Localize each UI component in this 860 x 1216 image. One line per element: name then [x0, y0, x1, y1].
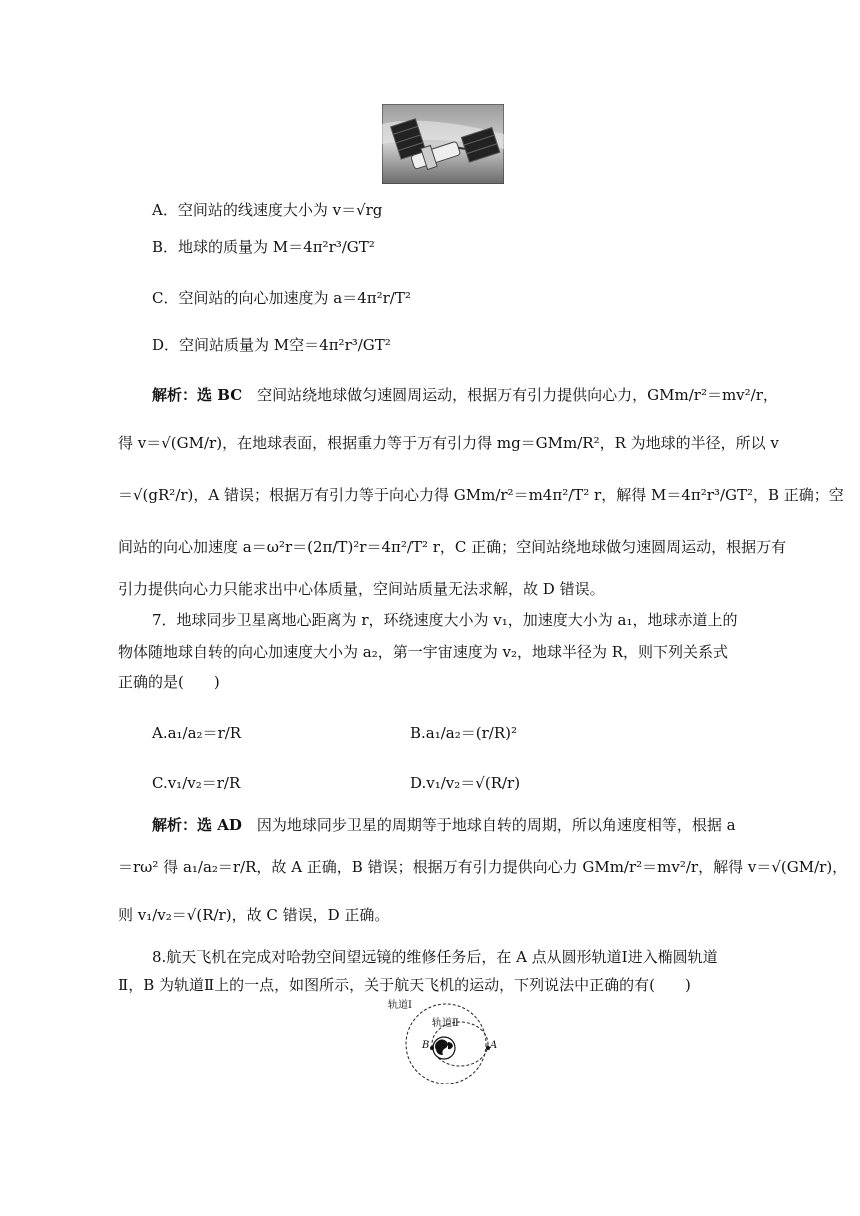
orbit-diagram — [388, 1000, 508, 1084]
orbit1-label: 轨道Ⅰ — [388, 1000, 412, 1011]
q7-option-b: B.a₁/a₂＝(r/R)² — [410, 724, 517, 742]
q7-option-a: A.a₁/a₂＝r/R — [152, 724, 242, 742]
point-a-label: A — [490, 1040, 498, 1051]
orbit2-label: 轨道Ⅱ — [432, 1018, 459, 1029]
analysis1-line-2: ＝√(gR²/r)，A 错误；根据万有引力等于向心力得 GMm/r²＝m4π²/T² r，解得 M＝4π²r³/GT²，B 正确；空 — [118, 486, 844, 504]
analysis2-label: 解析： — [152, 816, 198, 834]
analysis1-label: 解析： — [152, 386, 198, 404]
space-station-photo — [382, 104, 504, 184]
question7-line-1: 物体随地球自转的向心加速度大小为 a₂，第一宇宙速度为 v₂，地球半径为 R，则下列关系式 — [118, 643, 729, 661]
question8-line-0: 8.航天飞机在完成对哈勃空间望远镜的维修任务后，在 A 点从圆形轨道Ⅰ进入椭圆轨道 — [152, 948, 718, 966]
analysis2-line-2: 则 v₁/v₂＝√(R/r)，故 C 错误，D 正确。 — [118, 906, 390, 924]
point-b-label: B — [422, 1040, 430, 1051]
analysis1-line-3: 间站的向心加速度 a＝ω²r＝(2π/T)²r＝4π²/T² r，C 正确；空间站绕地球做匀速圆周运动，根据万有 — [118, 538, 787, 556]
analysis1-answer: 选 BC — [197, 386, 243, 404]
analysis2-answer: 选 AD — [197, 816, 242, 834]
analysis1-first-line — [152, 384, 782, 406]
q7-option-d: D.v₁/v₂＝√(R/r) — [410, 774, 521, 792]
option-a: A．空间站的线速度大小为 v＝√rg — [152, 201, 383, 219]
question7-line-0: 7．地球同步卫星离地心距离为 r，环绕速度大小为 v₁，加速度大小为 a₁，地球赤道上的 — [152, 611, 738, 629]
analysis1-line-4: 引力提供向心力只能求出中心体质量，空间站质量无法求解，故 D 错误。 — [118, 580, 605, 598]
analysis2-line-1: ＝rω² 得 a₁/a₂＝r/R，故 A 正确，B 错误；根据万有引力提供向心力 GMm/r²＝mv²/r，解得 v＝√(GM/r)， — [118, 858, 848, 876]
analysis1-line-0: 空间站绕地球做匀速圆周运动，根据万有引力提供向心力，GMm/r²＝mv²/r， — [257, 386, 778, 404]
option-d: D．空间站质量为 M空＝4π²r³/GT² — [152, 336, 391, 354]
analysis2-first-line — [152, 814, 782, 836]
analysis2-line-0: 因为地球同步卫星的周期等于地球自转的周期，所以角速度相等，根据 a — [256, 816, 736, 834]
q7-option-c: C.v₁/v₂＝r/R — [152, 774, 241, 792]
analysis1-line-1: 得 v＝√(GM/r)，在地球表面，根据重力等于万有引力得 mg＝GMm/R²，R 为地球的半径，所以 v — [118, 434, 779, 452]
question7-line-2: 正确的是( ) — [118, 673, 220, 691]
option-b: B．地球的质量为 M＝4π²r³/GT² — [152, 238, 375, 256]
option-c: C．空间站的向心加速度为 a＝4π²r/T² — [152, 289, 411, 307]
question8-line-1: Ⅱ，B 为轨道Ⅱ上的一点，如图所示，关于航天飞机的运动，下列说法中正确的有( ) — [118, 976, 691, 994]
